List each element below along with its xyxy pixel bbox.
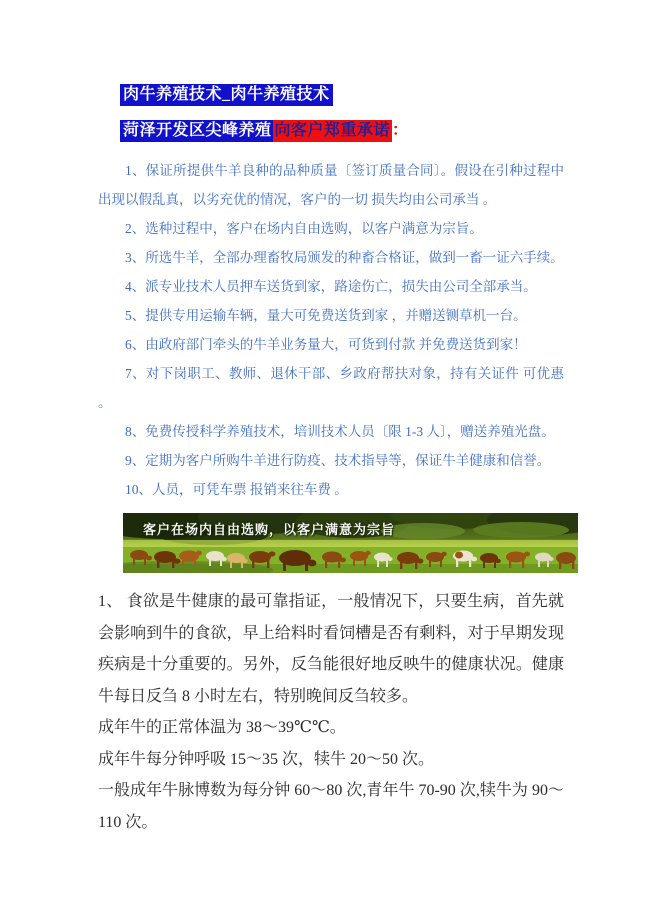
promise-item-5: 5、提供专用运输车辆，量大可免费送货到家 ，并赠送铡草机一台。 [125, 308, 527, 323]
promise-item-8: 8、免费传授科学养殖技术，培训技术人员〔限 1-3 人〕，赠送养殖光盘。 [125, 424, 555, 439]
body-paragraph-2: 成年牛的正常体温为 38～39℃℃。 [98, 719, 346, 736]
body-text-section [98, 586, 564, 838]
body-paragraph-1: 1、 食欲是牛健康的最可靠指证，一般情况下，只要生病，首先就会影响到牛的食欲，早上给料时看饲槽是否有剩料，对于早期发现疾病是十分重要的。另外，反刍能很好地反映牛的健康状况。健康牛每日反刍 8 小时左右，特别晚间反刍较多。 [98, 593, 564, 705]
title-line [120, 84, 564, 106]
promise-item-1: 1、保证所提供牛羊良种的品种质量〔签订质量合同〕。假设在引种过程中出现以假乱真，以劣充优的情况，客户的一切 损失均由公司承当 。 [98, 163, 564, 207]
promise-item-10: 10、人员，可凭车票 报销来往车费 。 [125, 482, 348, 497]
promise-item-7: 7、对下岗职工、教师、退休干部、乡政府帮扶对象，持有关证件 可优惠 。 [98, 366, 564, 410]
promise-list [98, 156, 564, 504]
page-title: 肉牛养殖技术_肉牛养殖技术 [120, 84, 333, 106]
subtitle-colon: ： [392, 122, 409, 139]
subtitle-line [120, 117, 564, 142]
promise-item-9: 9、定期为客户所购牛羊进行防疫、技术指导等，保证牛羊健康和信誉。 [125, 453, 551, 468]
cattle-photo [123, 513, 578, 573]
promise-item-4: 4、派专业技术人员押车送货到家，路途伤亡，损失由公司全部承当。 [125, 279, 537, 294]
body-paragraph-3: 成年牛每分钟呼吸 15～35 次，犊牛 20～50 次。 [98, 750, 435, 768]
promise-item-6: 6、由政府部门牵头的牛羊业务量大，可货到付款 并免费送货到家！ [125, 337, 527, 352]
body-paragraph-4: 一般成年牛脉博数为每分钟 60～80 次,青年牛 70-90 次,犊牛为 90～110 次。 [98, 782, 564, 831]
promise-item-3: 3、所选牛羊，全部办理畜牧局颁发的种畜合格证，做到一畜一证六手续。 [125, 250, 564, 265]
promise-highlight: 向客户郑重承诺 [273, 120, 393, 142]
company-name-highlight: 菏泽开发区尖峰养殖 [120, 120, 273, 142]
photo-caption: 客户在场内自由选购，以客户满意为宗旨 [143, 522, 396, 537]
promise-item-2: 2、选种过程中，客户在场内自由选购，以客户满意为宗旨。 [125, 221, 483, 236]
document-content [98, 84, 564, 838]
